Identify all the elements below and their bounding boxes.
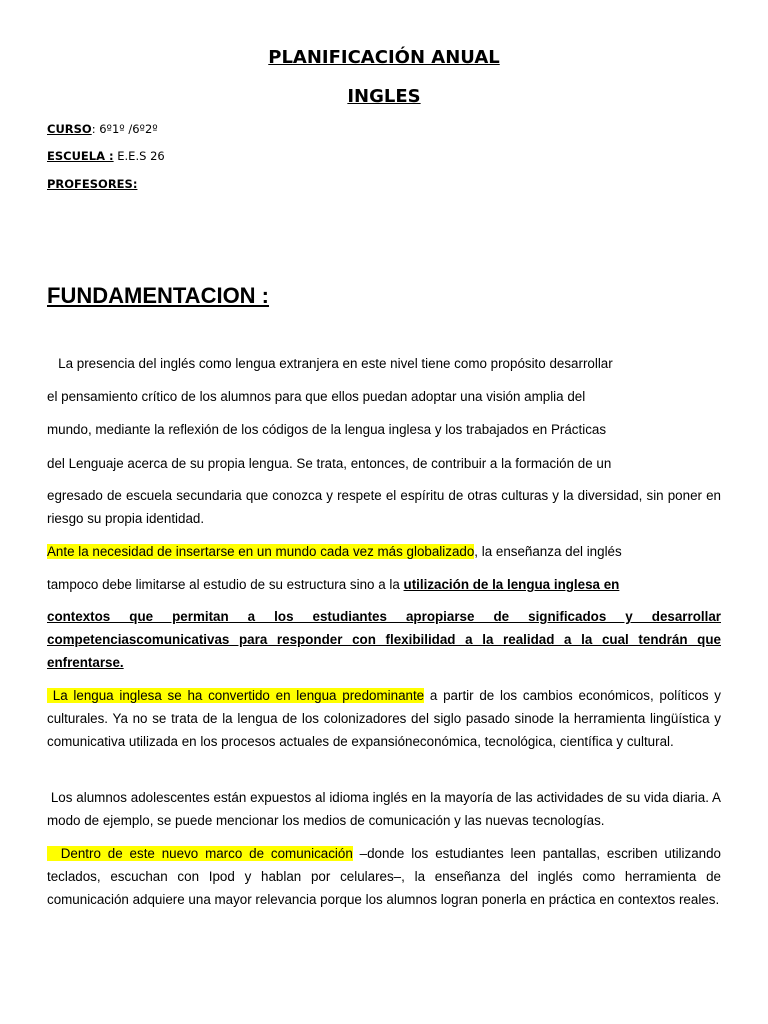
- paragraph-5: [47, 842, 721, 911]
- paragraph-1-line-2: el pensamiento crítico de los alumnos para que ellos puedan adoptar una visión amplia del: [47, 389, 586, 404]
- paragraph-2-line-1: [47, 540, 721, 563]
- paragraph-5-text: –donde los estudiantes leen pantallas, escriben utilizando teclados, escuchan con Ipod y hablan por celulares–, la enseñanza del inglés como herramienta de comunicación adquiere una mayor relevancia porque los alumnos logran ponerla en práctica en contextos reales.: [47, 846, 721, 907]
- escuela-field: [47, 149, 165, 163]
- curso-field: [47, 122, 158, 136]
- highlighted-text: La lengua inglesa se ha convertido en lengua predominante: [47, 688, 425, 703]
- document-subtitle: INGLES: [347, 86, 421, 107]
- highlighted-text: Dentro de este nuevo marco de comunicación: [47, 846, 353, 861]
- paragraph-3: [47, 684, 721, 753]
- section-heading: FUNDAMENTACION :: [47, 283, 270, 308]
- paragraph-2-text: , la enseñanza del inglés: [474, 544, 622, 559]
- curso-value: : 6º1º /6º2º: [91, 122, 158, 136]
- highlighted-text: Ante la necesidad de insertarse en un mundo cada vez más globalizado: [47, 544, 475, 559]
- paragraph-4: Los alumnos adolescentes están expuestos al idioma inglés en la mayoría de las actividades de su vida diaria. A modo de ejemplo, se puede mencionar los medios de comunicación y las nuevas tecnologías.: [47, 790, 725, 828]
- paragraph-2-bold-text: utilización de la lengua inglesa en: [403, 577, 620, 592]
- paragraph-2-bold-block: contextos que permitan a los estudiantes apropiarse de significados y desarrollar competenciascomunicativas para responder con flexibilidad a la realidad a la cual tendrán que enfrentarse.: [47, 609, 721, 670]
- escuela-label: ESCUELA :: [47, 149, 114, 163]
- document-title: PLANIFICACIÓN ANUAL: [268, 47, 500, 68]
- paragraph-1-line-3: mundo, mediante la reflexión de los códigos de la lengua inglesa y los trabajados en Prácticas: [47, 422, 607, 437]
- curso-label: CURSO: [47, 122, 92, 136]
- paragraph-2-plain-text: tampoco debe limitarse al estudio de su estructura sino a la: [47, 577, 404, 592]
- paragraph-3-text: a partir de los cambios económicos, políticos y culturales. Ya no se trata de la lengua de los colonizadores del siglo pasado sinode la herramienta lingüística y comunicativa utilizada en los procesos actuales de expansióneconómica, tecnológica, científica y cultural.: [47, 688, 721, 749]
- paragraph-1-line-4: del Lenguaje acerca de su propia lengua. Se trata, entonces, de contribuir a la formación de un: [47, 456, 612, 471]
- paragraph-2-line-2: [47, 573, 721, 596]
- profesores-field: [47, 177, 137, 191]
- paragraph-1-line-1: La presencia del inglés como lengua extranjera en este nivel tiene como propósito desarrollar: [47, 356, 613, 371]
- profesores-label: PROFESORES:: [47, 177, 138, 191]
- escuela-value: E.E.S 26: [113, 149, 165, 163]
- paragraph-1-line-5: egresado de escuela secundaria que conozca y respete el espíritu de otras culturas y la diversidad, sin poner en riesgo su propia identidad.: [47, 488, 721, 526]
